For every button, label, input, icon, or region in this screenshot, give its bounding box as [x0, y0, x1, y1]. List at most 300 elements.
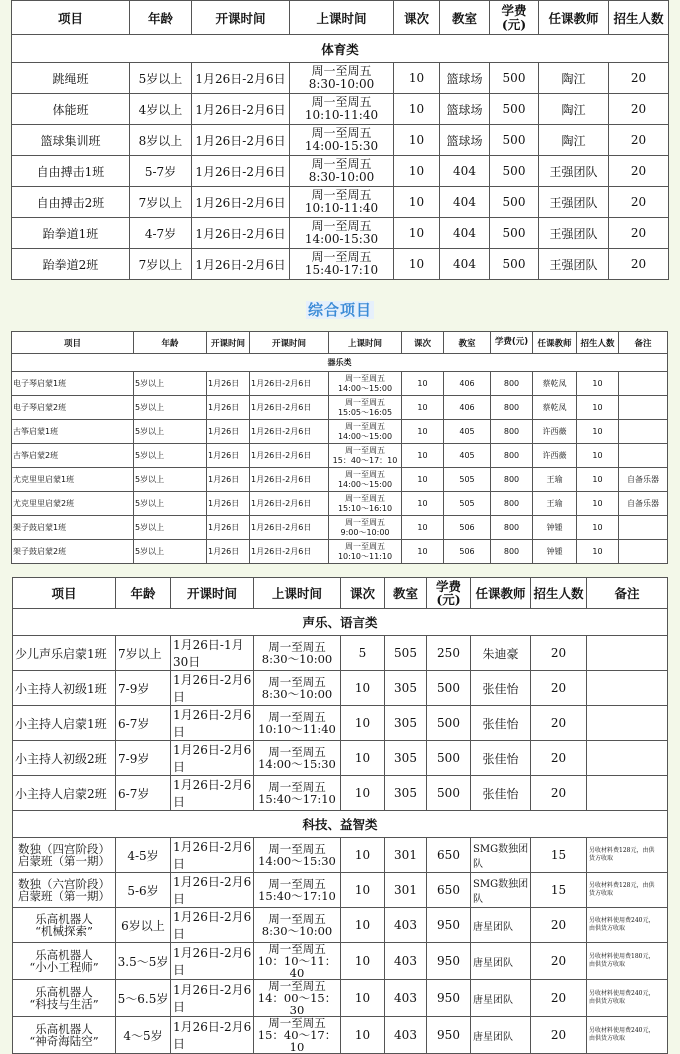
table-cell: 1月26日-2月6日	[171, 706, 254, 741]
table-cell	[290, 187, 394, 218]
table-cell: 10	[577, 444, 619, 468]
table-cell: 800	[491, 444, 533, 468]
table-cell	[13, 1017, 116, 1054]
cell-line: 10：10～11：40	[257, 954, 337, 980]
table-cell: 陶江	[539, 63, 609, 94]
category-row	[13, 811, 668, 838]
cell-line: 15:10～16:10	[337, 503, 393, 513]
table-header-row	[12, 1, 669, 35]
cell-line: 14:00～15:30	[258, 854, 336, 868]
table-cell: 电子琴启蒙1班	[12, 372, 134, 396]
table-row	[13, 776, 668, 811]
cell-line: 周一至周五	[311, 95, 372, 109]
table-cell: 王强团队	[539, 187, 609, 218]
table-cell: 小主持人启蒙1班	[13, 706, 116, 741]
table-cell: 10	[341, 908, 385, 943]
cell-line: 乐高机器人	[35, 1022, 93, 1036]
table-cell: 1月26日-2月6日	[171, 873, 254, 908]
table-cell: 500	[427, 776, 471, 811]
cell-line: 9:00～10:00	[340, 527, 390, 537]
table-cell: 10	[341, 873, 385, 908]
table-cell: 305	[385, 706, 427, 741]
table-cell: 800	[491, 516, 533, 540]
table-cell: 20	[531, 671, 587, 706]
table-cell: 10	[577, 468, 619, 492]
table-cell: 10	[394, 249, 440, 280]
table-cell: 1月26日-2月6日	[192, 156, 290, 187]
table-cell	[13, 908, 116, 943]
cell-line: 周一至周五	[345, 517, 385, 527]
table-cell: 10	[402, 540, 444, 564]
table-cell: 许西薇	[533, 420, 577, 444]
table-cell: 电子琴启蒙2班	[12, 396, 134, 420]
table-cell	[254, 908, 341, 943]
category-label: 科技、益智类	[13, 811, 668, 838]
table-cell	[13, 873, 116, 908]
table-cell: 20	[531, 980, 587, 1017]
table-cell: 5岁以上	[134, 396, 207, 420]
table-cell: 朱迪豪	[471, 636, 531, 671]
table-cell: 自由搏击2班	[12, 187, 130, 218]
table-cell: 5-7岁	[130, 156, 192, 187]
table-cell: 405	[444, 420, 491, 444]
table-cell: 20	[531, 776, 587, 811]
cell-line: 周一至周五	[268, 877, 326, 891]
table-cell: 4岁以上	[130, 94, 192, 125]
table-cell: 20	[609, 218, 669, 249]
table-row	[12, 249, 669, 280]
table-cell: 1月26日-2月6日	[250, 540, 329, 564]
table-cell: 6-7岁	[116, 776, 171, 811]
table-cell: 500	[427, 741, 471, 776]
table-cell: 20	[609, 94, 669, 125]
table-cell: 950	[427, 1017, 471, 1054]
cell-line: “科技与生活”	[29, 997, 99, 1011]
cell-line: 周一至周五	[268, 710, 326, 724]
cell-line: 周一至周五	[311, 250, 372, 264]
table-cell: 404	[440, 156, 490, 187]
table-cell: 500	[490, 187, 539, 218]
instrument-table	[11, 331, 668, 564]
table-cell: 403	[385, 943, 427, 980]
table-cell: 陶江	[539, 125, 609, 156]
table-cell: 404	[440, 218, 490, 249]
table-cell: 蔡乾凤	[533, 396, 577, 420]
table-cell: 1月26日-2月6日	[171, 943, 254, 980]
table-cell: 1月26日-2月6日	[192, 187, 290, 218]
table-cell: 7岁以上	[130, 187, 192, 218]
table-cell: 800	[491, 468, 533, 492]
cell-line: 启蒙班（第一期）	[18, 889, 110, 903]
table-cell: 15	[531, 873, 587, 908]
table-cell: 10	[394, 63, 440, 94]
table-cell: 1月26日-2月6日	[171, 671, 254, 706]
table-cell: 1月26日-2月6日	[192, 63, 290, 94]
cell-line: 15:05～16:05	[337, 407, 393, 417]
table-cell: 10	[402, 468, 444, 492]
cell-line: 8:30～10:00	[261, 687, 333, 701]
table-cell: 10	[577, 492, 619, 516]
table-cell: 301	[385, 873, 427, 908]
header-cell: 教室	[385, 578, 427, 609]
table-cell	[254, 943, 341, 980]
header-cell: 年龄	[116, 578, 171, 609]
table-cell: 800	[491, 372, 533, 396]
cell-line: 启蒙班（第一期）	[18, 854, 110, 868]
table-cell: 10	[394, 156, 440, 187]
header-cell: 教室	[444, 332, 491, 354]
table-cell: 10	[577, 540, 619, 564]
cell-line: 货方收取	[589, 890, 614, 897]
table-cell: 500	[490, 249, 539, 280]
table-cell: 500	[490, 156, 539, 187]
table-cell: 10	[402, 492, 444, 516]
table-cell	[329, 516, 402, 540]
cell-line: 周一至周五	[345, 541, 385, 551]
table-cell: 10	[394, 187, 440, 218]
table-cell: 20	[609, 156, 669, 187]
cell-line: 另收材料使用费240元，	[589, 990, 655, 997]
table-cell: 自备乐器	[619, 492, 668, 516]
table-cell: 10	[341, 980, 385, 1017]
table-cell: 1月26日-2月6日	[192, 249, 290, 280]
table-cell: 1月26日-2月6日	[250, 396, 329, 420]
table-cell	[329, 396, 402, 420]
cell-line: 周一至周五	[268, 942, 326, 956]
table-cell: 800	[491, 492, 533, 516]
table-row	[13, 741, 668, 776]
table-cell: 20	[609, 187, 669, 218]
cell-line: 周一至周五	[345, 445, 385, 455]
table-cell	[329, 372, 402, 396]
table-cell: 尤克里里启蒙2班	[12, 492, 134, 516]
table-cell: 王强团队	[539, 249, 609, 280]
table-row	[12, 420, 668, 444]
category-row	[13, 609, 668, 636]
cell-line: 14:00～15:00	[337, 431, 393, 441]
cell-line: 乐高机器人	[35, 948, 93, 962]
table-cell: 1月26日	[207, 396, 250, 420]
header-cell: 备注	[587, 578, 668, 609]
table-cell	[290, 249, 394, 280]
cell-line: 8:30-10:00	[308, 77, 375, 91]
table-cell: 5岁以上	[134, 468, 207, 492]
header-cell: 项目	[12, 1, 130, 35]
cell-line: “神奇海陆空”	[29, 1034, 99, 1048]
table-cell: 1月26日-2月6日	[250, 468, 329, 492]
table-row	[12, 63, 669, 94]
table-cell: 尤克里里启蒙1班	[12, 468, 134, 492]
cell-line: 数独（六宫阶段）	[18, 877, 110, 891]
header-cell: 任课教师	[471, 578, 531, 609]
table-cell: 7岁以上	[116, 636, 171, 671]
table-cell: 950	[427, 980, 471, 1017]
table-row	[12, 187, 669, 218]
cell-line: 乐高机器人	[35, 912, 93, 926]
cell-line: 周一至周五	[268, 1016, 326, 1030]
header-cell: 学费(元)	[491, 332, 533, 354]
table-cell: 少儿声乐启蒙1班	[13, 636, 116, 671]
header-cell: 项目	[13, 578, 116, 609]
table-cell: 王瑜	[533, 492, 577, 516]
cell-line: 货方收取	[589, 855, 614, 862]
table-cell	[290, 156, 394, 187]
table-cell: 5岁以上	[134, 540, 207, 564]
table-header-row	[12, 332, 668, 354]
table-cell: 7-9岁	[116, 671, 171, 706]
table-cell: 10	[394, 94, 440, 125]
cell-line: 另收材料使用费240元，	[589, 1027, 655, 1034]
table-cell: 800	[491, 420, 533, 444]
table-cell: 1月26日-2月6日	[250, 420, 329, 444]
table-cell: 1月26日-2月6日	[192, 218, 290, 249]
cell-line: 另收材料使用费240元，	[589, 917, 655, 924]
table-cell: 406	[444, 396, 491, 420]
table-cell	[619, 396, 668, 420]
table-cell: 自备乐器	[619, 468, 668, 492]
table-cell: 950	[427, 908, 471, 943]
table-cell: 800	[491, 540, 533, 564]
table-cell: 406	[444, 372, 491, 396]
table-row	[12, 492, 668, 516]
table-cell: 唐星团队	[471, 980, 531, 1017]
table-cell	[254, 671, 341, 706]
cell-line: 乐高机器人	[35, 985, 93, 999]
table-cell: 20	[531, 636, 587, 671]
table-cell: 505	[444, 492, 491, 516]
table-cell	[587, 838, 668, 873]
table-cell: 4-7岁	[130, 218, 192, 249]
cell-line: 另收材料费128元，由供	[589, 847, 655, 854]
table-cell: 7-9岁	[116, 741, 171, 776]
table-cell: 10	[402, 396, 444, 420]
table-cell: 10	[577, 420, 619, 444]
table-row	[12, 94, 669, 125]
table-cell: 10	[341, 838, 385, 873]
cell-line: 周一至周五	[268, 745, 326, 759]
table-cell	[587, 908, 668, 943]
table-cell	[254, 1017, 341, 1054]
cell-line: 14:00-15:30	[304, 232, 379, 246]
table-cell: 506	[444, 516, 491, 540]
table-row	[13, 706, 668, 741]
cell-line: 另收材料使用费180元，	[589, 953, 655, 960]
table-cell: 20	[531, 706, 587, 741]
table-cell: 跆拳道2班	[12, 249, 130, 280]
table-cell: 5岁以上	[134, 420, 207, 444]
cell-line: 周一至周五	[311, 126, 372, 140]
table-cell: 20	[531, 908, 587, 943]
table-cell: 6-7岁	[116, 706, 171, 741]
header-cell: 课次	[402, 332, 444, 354]
table-cell: 张佳怡	[471, 776, 531, 811]
table-cell: 8岁以上	[130, 125, 192, 156]
table-cell: 古筝启蒙1班	[12, 420, 134, 444]
table-cell	[329, 492, 402, 516]
table-cell: 张佳怡	[471, 741, 531, 776]
table-cell: 1月26日-2月6日	[250, 444, 329, 468]
table-cell: 10	[341, 706, 385, 741]
table-cell	[587, 943, 668, 980]
table-cell: 王强团队	[539, 218, 609, 249]
table-cell: 500	[490, 218, 539, 249]
table-row	[12, 396, 668, 420]
table-cell: 305	[385, 741, 427, 776]
table-cell: 5岁以上	[130, 63, 192, 94]
cell-line: 由供货方收取	[589, 1035, 626, 1042]
table-row	[13, 1017, 668, 1054]
table-cell: 5岁以上	[134, 372, 207, 396]
table-cell: 403	[385, 1017, 427, 1054]
table-cell: SMG数独团队	[471, 873, 531, 908]
table-cell	[587, 636, 668, 671]
table-cell: 404	[440, 249, 490, 280]
table-cell: 1月26日-2月6日	[192, 94, 290, 125]
cell-line: 周一至周五	[311, 157, 372, 171]
cell-line: 周一至周五	[345, 373, 385, 383]
table-cell: 1月26日	[207, 444, 250, 468]
table-cell: 5	[341, 636, 385, 671]
table-cell: 10	[394, 218, 440, 249]
table-cell: 10	[402, 516, 444, 540]
cell-line: 周一至周五	[268, 842, 326, 856]
cell-line: 14:00～15:30	[258, 757, 336, 771]
table-cell	[254, 706, 341, 741]
table-cell: 500	[490, 125, 539, 156]
table-cell: 405	[444, 444, 491, 468]
cell-line: 14：00～15：30	[257, 991, 337, 1017]
table-cell: 404	[440, 187, 490, 218]
table-header-row	[13, 578, 668, 609]
header-cell: 教室	[440, 1, 490, 35]
table-cell: 1月26日-2月6日	[171, 1017, 254, 1054]
table-cell: 1月26日	[207, 516, 250, 540]
cell-line: 周一至周五	[345, 493, 385, 503]
cell-line: 周一至周五	[268, 979, 326, 993]
table-cell: 自由搏击1班	[12, 156, 130, 187]
table-cell: 1月26日-2月6日	[250, 492, 329, 516]
header-cell: 上课时间	[290, 1, 394, 35]
table-cell: 800	[491, 396, 533, 420]
table-cell	[587, 776, 668, 811]
table-cell: 500	[490, 94, 539, 125]
cell-line: 由供货方收取	[589, 998, 626, 1005]
table-cell	[587, 671, 668, 706]
table-cell	[587, 706, 668, 741]
table-cell: 1月26日-2月6日	[192, 125, 290, 156]
table-cell: 唐星团队	[471, 908, 531, 943]
header-cell: 学费(元)	[427, 578, 471, 609]
table-cell	[619, 540, 668, 564]
table-cell: 4～5岁	[116, 1017, 171, 1054]
table-cell: 500	[490, 63, 539, 94]
category-label: 声乐、语言类	[13, 609, 668, 636]
table-cell: 10	[341, 776, 385, 811]
category-row	[12, 35, 669, 63]
table-cell: 505	[385, 636, 427, 671]
table-cell: 篮球集训班	[12, 125, 130, 156]
table-cell: 15	[531, 838, 587, 873]
table-cell: 10	[341, 943, 385, 980]
table-cell: 650	[427, 838, 471, 873]
table-row	[12, 372, 668, 396]
table-cell: 钟锺	[533, 516, 577, 540]
table-cell: 20	[531, 741, 587, 776]
header-cell: 招生人数	[577, 332, 619, 354]
table-cell	[329, 420, 402, 444]
cell-line: 15：40～17：10	[332, 455, 398, 465]
cell-line: 数独（四宫阶段）	[18, 842, 110, 856]
header-cell: 项目	[12, 332, 134, 354]
table-cell: 王强团队	[539, 156, 609, 187]
table-cell	[254, 838, 341, 873]
vocal-tech-table	[12, 577, 668, 1054]
table-cell: 10	[341, 1017, 385, 1054]
table-cell: 1月26日-2月6日	[171, 980, 254, 1017]
cell-line: “机械探索”	[35, 924, 93, 938]
table-cell: 500	[427, 671, 471, 706]
table-cell: 20	[609, 63, 669, 94]
cell-line: 由供货方收取	[589, 961, 626, 968]
cell-line: 15：40～17：10	[257, 1028, 337, 1054]
table-cell: 1月26日-2月6日	[171, 741, 254, 776]
table-cell	[329, 540, 402, 564]
table-cell	[329, 468, 402, 492]
cell-line: 周一至周五	[345, 469, 385, 479]
cell-line: 由供货方收取	[589, 925, 626, 932]
table-cell: 钟锺	[533, 540, 577, 564]
cell-line: 周一至周五	[311, 219, 372, 233]
cell-line: 8:30～10:00	[261, 652, 333, 666]
cell-line: 周一至周五	[311, 64, 372, 78]
category-label: 体育类	[12, 35, 669, 63]
section-heading: 综合项目	[307, 301, 372, 319]
header-cell: 年龄	[130, 1, 192, 35]
table-cell: 250	[427, 636, 471, 671]
table-cell: 10	[341, 741, 385, 776]
cell-line: 周一至周五	[268, 640, 326, 654]
table-cell	[587, 980, 668, 1017]
table-cell: 1月26日-2月6日	[250, 516, 329, 540]
cell-line: 周一至周五	[268, 912, 326, 926]
table-cell: 架子鼓启蒙2班	[12, 540, 134, 564]
cell-line: 15:40-17:10	[304, 263, 379, 277]
header-cell: 课次	[394, 1, 440, 35]
table-cell: 20	[609, 249, 669, 280]
table-row	[12, 218, 669, 249]
table-row	[12, 156, 669, 187]
table-cell: 505	[444, 468, 491, 492]
table-cell	[254, 873, 341, 908]
table-cell: 10	[577, 396, 619, 420]
table-row	[13, 943, 668, 980]
table-cell	[13, 943, 116, 980]
table-row	[13, 980, 668, 1017]
table-cell	[290, 94, 394, 125]
table-cell: 1月26日-1月30日	[171, 636, 254, 671]
table-cell: 10	[341, 671, 385, 706]
table-cell: 1月26日	[207, 420, 250, 444]
table-row	[12, 125, 669, 156]
table-cell: 3.5～5岁	[116, 943, 171, 980]
cell-line: 14:00-15:30	[304, 139, 379, 153]
table-cell: 10	[394, 125, 440, 156]
cell-line: 8:30～10:00	[261, 924, 333, 938]
table-row	[12, 468, 668, 492]
table-cell: 506	[444, 540, 491, 564]
table-cell: 1月26日-2月6日	[250, 372, 329, 396]
header-cell: 开课时间	[171, 578, 254, 609]
